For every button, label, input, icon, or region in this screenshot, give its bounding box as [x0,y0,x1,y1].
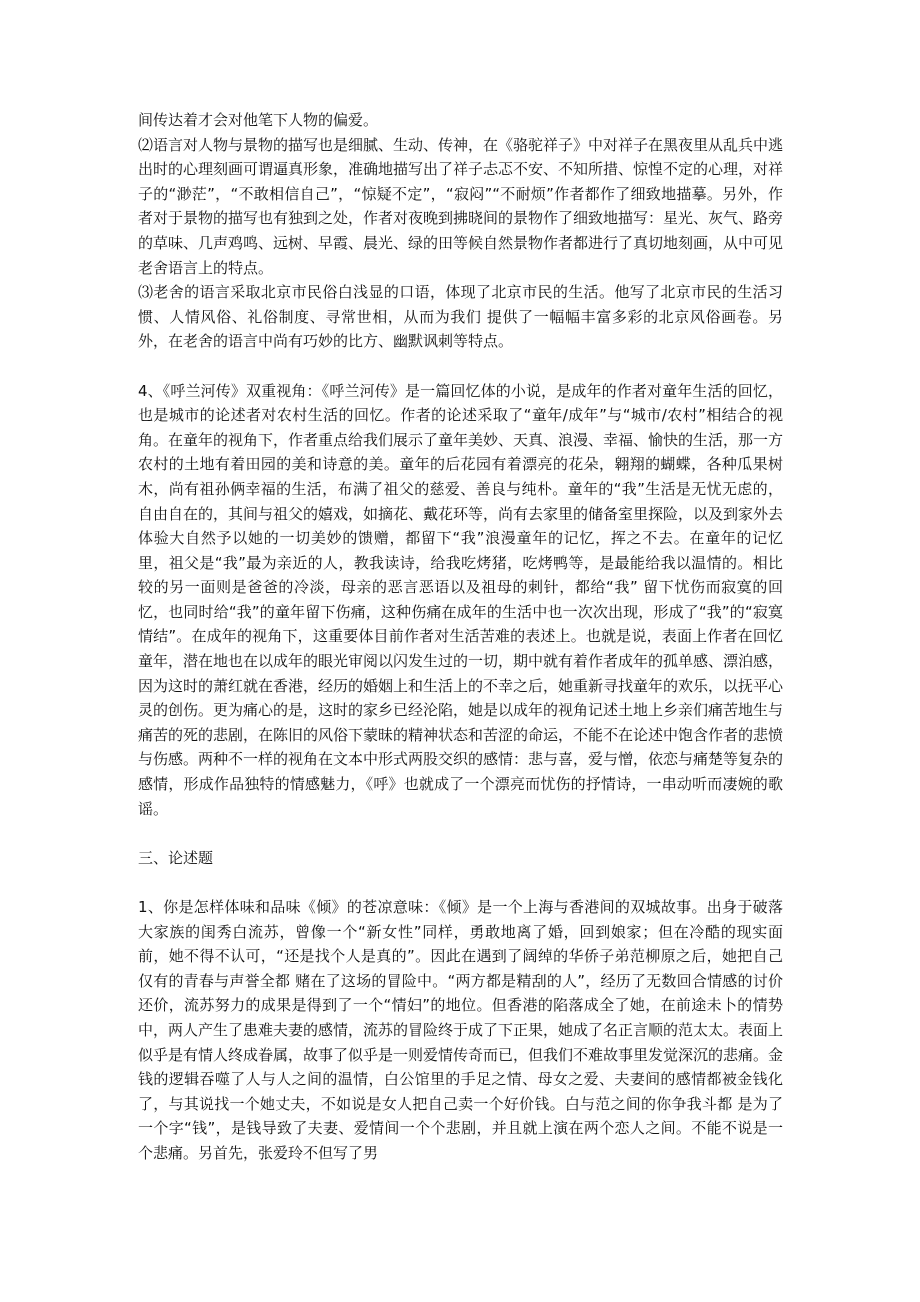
section-heading: 三、论述题 [138,848,214,867]
paragraph-beijing-vernacular: ⑶老舍的语言采取北京市民俗白浅显的口语，体现了北京市民的生活。他写了北京市民的生活习惯、人情风俗、礼俗制度、寻常世相，从而为我们 提供了一幅幅丰富多彩的北京风俗画卷。另外，在老舍的语言中尚有巧妙的比方、幽默讽刺等特点。 [138,283,783,351]
paragraph-continuation: 间传达着才会对他笔下人物的偏爱。 [138,111,379,129]
document-page [138,108,783,1166]
paragraph-essay-question-1: 1、你是怎样体味和品味《倾》的苍凉意味：《倾》是一个上海与香港间的双城故事。出身于破落大家族的闺秀白流苏，曾像一个“新女性”同样，勇敢地离了婚，回到娘家；但在冷酷的现实面前，她不得不认可，“还是找个人是真的”。因此在遇到了阔绰的华侨子弟范柳原之后，她把自己仅有的青春与声誉全都 赌在了这场的冒险中。“两方都是精刮的人”，经历了无数回合情感的讨价还价，流苏努力的成果是得到了一个“情妇”的地位。但香港的陷落成全了她，在前途未卜的情势中，两人产生了患难夫妻的感情，流苏的冒险终于成了下正果，她成了名正言顺的范太太。表面上似乎是有情人终成眷属，故事了似乎是一则爱情传奇而已，但我们不难故事里发觉深沉的悲痛。金钱的逻辑吞噬了人与人之间的温情，白公馆里的手足之情、母女之爱、夫妻间的感情都被金钱化了，与其说找一个她丈夫，不如说是女人把自己卖一个好价钱。白与范之间的你争我斗都 是为了一个字“钱”，是钱导致了夫妻、爱情间一个个悲剧，并且就上演在两个恋人之间。不能不说是一个悲痛。另首先，张爱玲不但写了男 [138,898,784,1162]
paragraph-hulan-river-dual-perspective: 4、《呼兰河传》双重视角：《呼兰河传》是一篇回忆体的小说，是成年的作者对童年生活的回忆，也是城市的论述者对农村生活的回忆。作者的论述采取了“童年/成年”与“城市/农村”相结合的视角。在童年的视角下，作者重点给我们展示了童年美妙、天真、浪漫、幸福、愉快的生活，那一方农村的土地有着田园的美和诗意的美。童年的后花园有着漂亮的花朵，翱翔的蝴蝶，各种瓜果树木，尚有祖孙俩幸福的生活，布满了祖父的慈爱、善良与纯朴。童年的“我”生活是无忧无虑的，自由自在的，其间与祖父的嬉戏，如摘花、戴花环等，尚有去家里的储备室里探险，以及到家外去体验大自然予以她的一切美妙的馈赠，都留下“我”浪漫童年的记忆，挥之不去。在童年的记忆里，祖父是“我”最为亲近的人，教我读诗，给我吃烤猪，吃烤鸭等，是最能给我以温情的。相比较的另一面则是爸爸的冷淡，母亲的恶言恶语以及祖母的刺针，都给“我” 留下忧伤而寂寞的回忆，也同时给“我”的童年留下伤痛，这种伤痛在成年的生活中也一次次出现，形成了“我”的“寂寞情结”。在成年的视角下，这重要体目前作者对生活苦难的表述上。也就是说，表面上作者在回忆童年，潜在地也在以成年的眼光审阅以闪发生过的一切，期中就有着作者成年的孤单感、漂泊感，因为这时的萧红就在香港，经历的婚姻上和生活上的不幸之后，她重新寻找童年的欢乐，以抚平心灵的创伤。更为痛心的是，这时的家乡已经沦陷，她是以成年的视角记述土地上乡亲们痛苦地生与痛苦的死的悲剧，在陈旧的风俗下蒙昧的精神状态和苦涩的命运，不能不在论述中饱含作者的悲愤与伤感。两种不一样的视角在文本中形式两股交织的感情：悲与喜，爱与憎，依恋与痛楚等复杂的感情，形成作品独特的情感魅力，《呼》也就成了一个漂亮而忧伤的抒情诗，一串动听而凄婉的歌谣。 [138,381,784,818]
paragraph-spacer [138,821,783,846]
paragraph-spacer [138,354,783,379]
paragraph-spacer [138,870,783,895]
paragraph-language-description: ⑵语言对人物与景物的描写也是细腻、生动、传神，在《骆驼祥子》中对祥子在黑夜里从乱兵中逃出时的心理刻画可谓逼真形象，准确地描写出了祥子忐忑不安、不知所措、惊惶不定的心理，对祥子的“渺茫”，“不敢相信自己”，“惊疑不定”，“寂闷”“不耐烦”作者都作了细致地描摹。另外，作者对于景物的描写也有独到之处，作者对夜晚到拂晓间的景物作了细致地描写：星光、灰气、路旁的草味、几声鸡鸣、远树、早霞、晨光、绿的田等候自然景物作者都进行了真切地刻画，从中可见老舍语言上的特点。 [138,135,784,277]
